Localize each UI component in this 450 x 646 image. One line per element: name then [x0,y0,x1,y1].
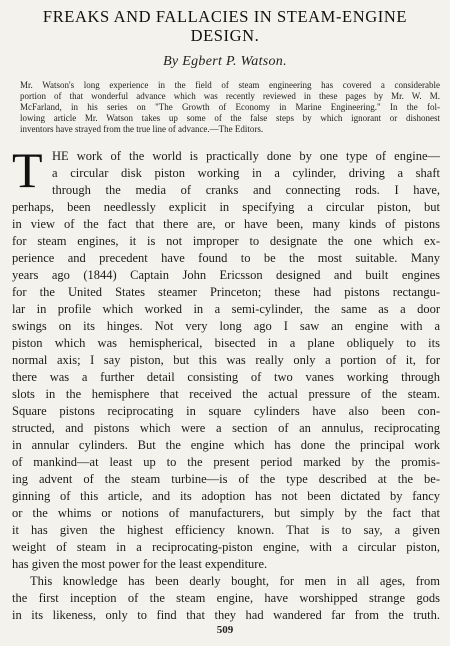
body-line: lar in profile which worked in a semi-cylinder, the same as a door [12,302,440,316]
body-line: or the whims or notions of manufacturers, but simply by the fact that [12,506,440,520]
article-title-line-2: DESIGN. [190,26,260,45]
intro-line: Mr. Watson's long experience in the field of steam engineering has covered a considerable [20,80,440,90]
body-line: a circular disk piston working in a cylinder, driving a shaft [52,166,440,180]
body-line: in its likeness, only to find that they had wandered far from the truth. [12,608,440,622]
body-line: through the media of cranks and connecting rods. I have, [52,183,440,197]
drop-cap: T [12,142,43,198]
body-line: perhaps, been needlessly explicit in specifying a circular piston, but [12,200,440,214]
body-line: for the United States steamer Princeton; these had pistons rectangu- [12,285,440,299]
body-line: normal axis; I say piston, but this was really only a portion of it, for [12,353,440,367]
body-line: there was a further detail consisting of two vanes working through [12,370,440,384]
body-line: HE work of the world is practically done by one type of engine— [52,149,440,163]
intro-line: portion of that wonderful advance which was recently reviewed in these pages by Mr. W. M. [20,91,440,101]
body-line: swings on its hinges. Not very long ago I saw an engine with a [12,319,440,333]
article-title-line-1: FREAKS AND FALLACIES IN STEAM-ENGINE [42,7,408,26]
body-line: perience and precedent have found to be the most suitable. Many [12,251,440,265]
body-line: ing advent of the steam turbine—is of the type described at the be- [12,472,440,486]
body-line: weight of steam in a reciprocating-piston engine, with a circular piston, [12,540,440,554]
body-line: slots in the hemisphere that received the actual pressure of the steam. [12,387,440,401]
body-line: of mankind—at least up to the present period marked by the promis- [12,455,440,469]
body-line: has given the most power for the least expenditure. [12,557,268,571]
body-line: years ago (1844) Captain John Ericsson designed and built engines [12,268,440,282]
author-byline: By Egbert P. Watson. [163,54,287,69]
body-line: ginning of this article, and its adoption has not been dictated by fancy [12,489,440,503]
body-line: Square pistons reciprocating in square cylinders have also been con- [12,404,440,418]
intro-line: McFarland, in his series on "The Growth of Economy in Marine Engineering." In the fol- [20,102,440,112]
body-line: in annular cylinders. But the engine which has done the principal work [12,438,440,452]
body-line: piston which was hemispherical, bisected in a plane obliquely to its [12,336,440,350]
body-line: for steam engines, it is not improper to designate the one which ex- [12,234,440,248]
body-line: in view of the fact that there are, or have been, many kinds of pistons [12,217,440,231]
intro-line: lowing article Mr. Watson takes up some of the false steps by which ignorant or dishonest [20,113,440,123]
body-line: structed, and pistons which were a section of an annulus, reciprocating [12,421,440,435]
intro-line: inventors have strayed from the true line of advance.—The Editors. [20,124,264,134]
body-line: it has given the highest efficiency known. That is to say, a given [12,523,440,537]
page-number: 509 [216,624,234,636]
body-line: This knowledge has been dearly bought, for men in all ages, from [30,574,440,588]
body-line: the first inception of the steam engine, have worshipped strange gods [12,591,440,605]
